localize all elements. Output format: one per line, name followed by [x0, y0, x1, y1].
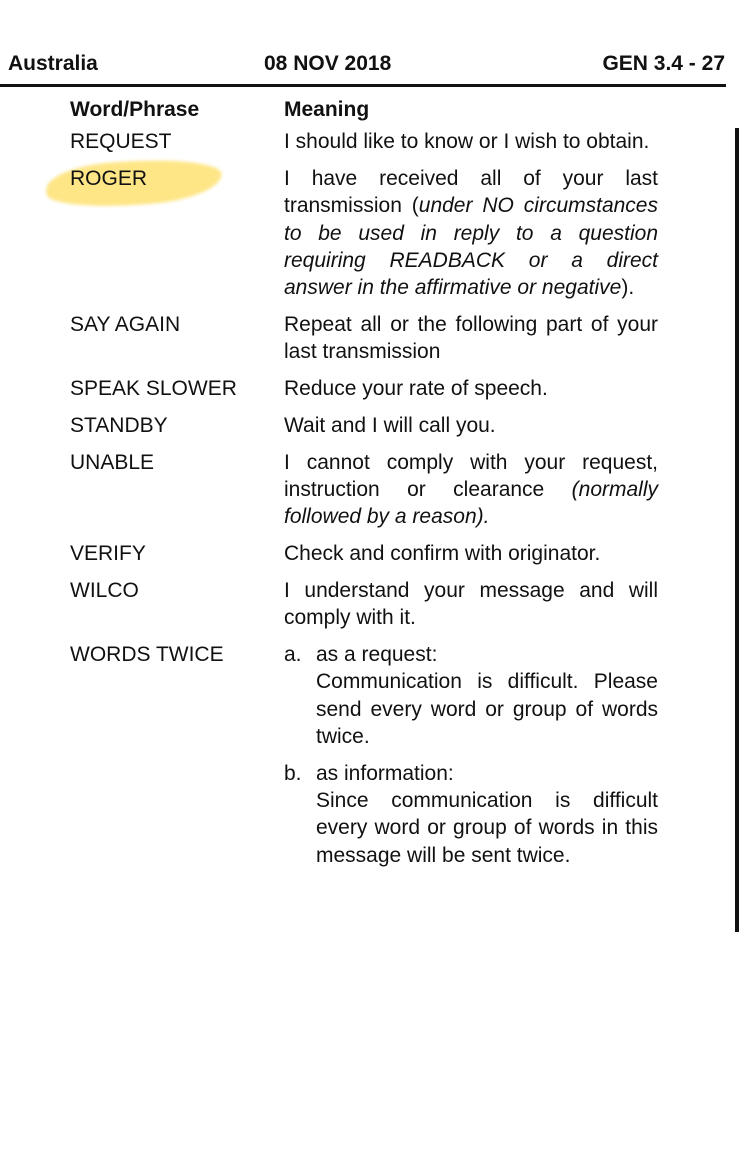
meaning-unable-text: I cannot comply with your request, instruction or clearance: [284, 450, 658, 502]
table-header-row: [70, 96, 658, 123]
meaning-say-again: Repeat all or the following part of your last transmission: [284, 313, 658, 364]
term-verify: VERIFY: [70, 542, 146, 566]
page-header: [0, 52, 750, 82]
meaning-wilco: I understand your message and will comply with it.: [284, 578, 658, 630]
header-date: 08 NOV 2018: [264, 52, 392, 75]
sub-item-a-body: [316, 641, 658, 750]
sub-item-b-text: Since communication is difficult every word or group of words in this message will be sent twice.: [316, 789, 658, 867]
term-speak-slower: SPEAK SLOWER: [70, 377, 237, 401]
header-divider: [0, 84, 726, 87]
sub-item-b-title: as information:: [316, 761, 454, 785]
sub-item-a: [284, 641, 658, 750]
term-unable: UNABLE: [70, 450, 155, 474]
column-header-meaning: Meaning: [284, 98, 370, 121]
sub-item-a-text: Communication is difficult. Please send every word or group of words twice.: [316, 670, 658, 748]
table-row-verify: [70, 540, 658, 567]
change-bar: [735, 128, 739, 932]
term-words-twice: WORDS TWICE: [70, 643, 224, 667]
meaning-roger-text: I have received all of your last transmission (: [284, 167, 658, 218]
term-say-again: SAY AGAIN: [70, 313, 181, 337]
header-country: Australia: [8, 52, 98, 75]
term-roger: ROGER: [70, 167, 148, 191]
meaning-unable: [284, 449, 658, 531]
meaning-roger-end: ).: [621, 276, 635, 300]
term-request: REQUEST: [70, 130, 172, 154]
meaning-unable-italic: (normally followed by a reason).: [284, 478, 658, 529]
sub-item-b-letter: b.: [284, 761, 302, 785]
meaning-standby: Wait and I will call you.: [284, 413, 496, 437]
table-row-standby: [70, 412, 658, 439]
sub-item-a-letter: a.: [284, 643, 302, 667]
table-row-roger: [70, 165, 658, 301]
table-row-words-twice: [70, 641, 658, 869]
term-roger-cell: [70, 165, 284, 301]
term-standby: STANDBY: [70, 413, 168, 437]
table-row-say-again: [70, 311, 658, 366]
header-page-ref: GEN 3.4 - 27: [602, 52, 725, 75]
sub-item-a-title: as a request:: [316, 643, 438, 667]
phraseology-table: [70, 96, 658, 878]
term-wilco: WILCO: [70, 578, 139, 602]
column-header-term: Word/Phrase: [70, 98, 200, 121]
meaning-words-twice: [284, 641, 658, 869]
meaning-roger: [284, 165, 658, 301]
table-row-unable: [70, 449, 658, 531]
table-row-request: [70, 128, 658, 155]
table-row-wilco: [70, 577, 658, 632]
sub-item-b: [284, 760, 658, 869]
meaning-request: I should like to know or I wish to obtain.: [284, 130, 650, 154]
sub-item-b-body: [316, 760, 658, 869]
meaning-speak-slower: Reduce your rate of speech.: [284, 377, 548, 401]
table-row-speak-slower: [70, 375, 658, 402]
meaning-roger-italic: under NO circumstances to be used in reply to a question requiring READBACK or a direct answer in the affirmative or negative: [284, 194, 658, 300]
meaning-verify: Check and confirm with originator.: [284, 542, 601, 566]
